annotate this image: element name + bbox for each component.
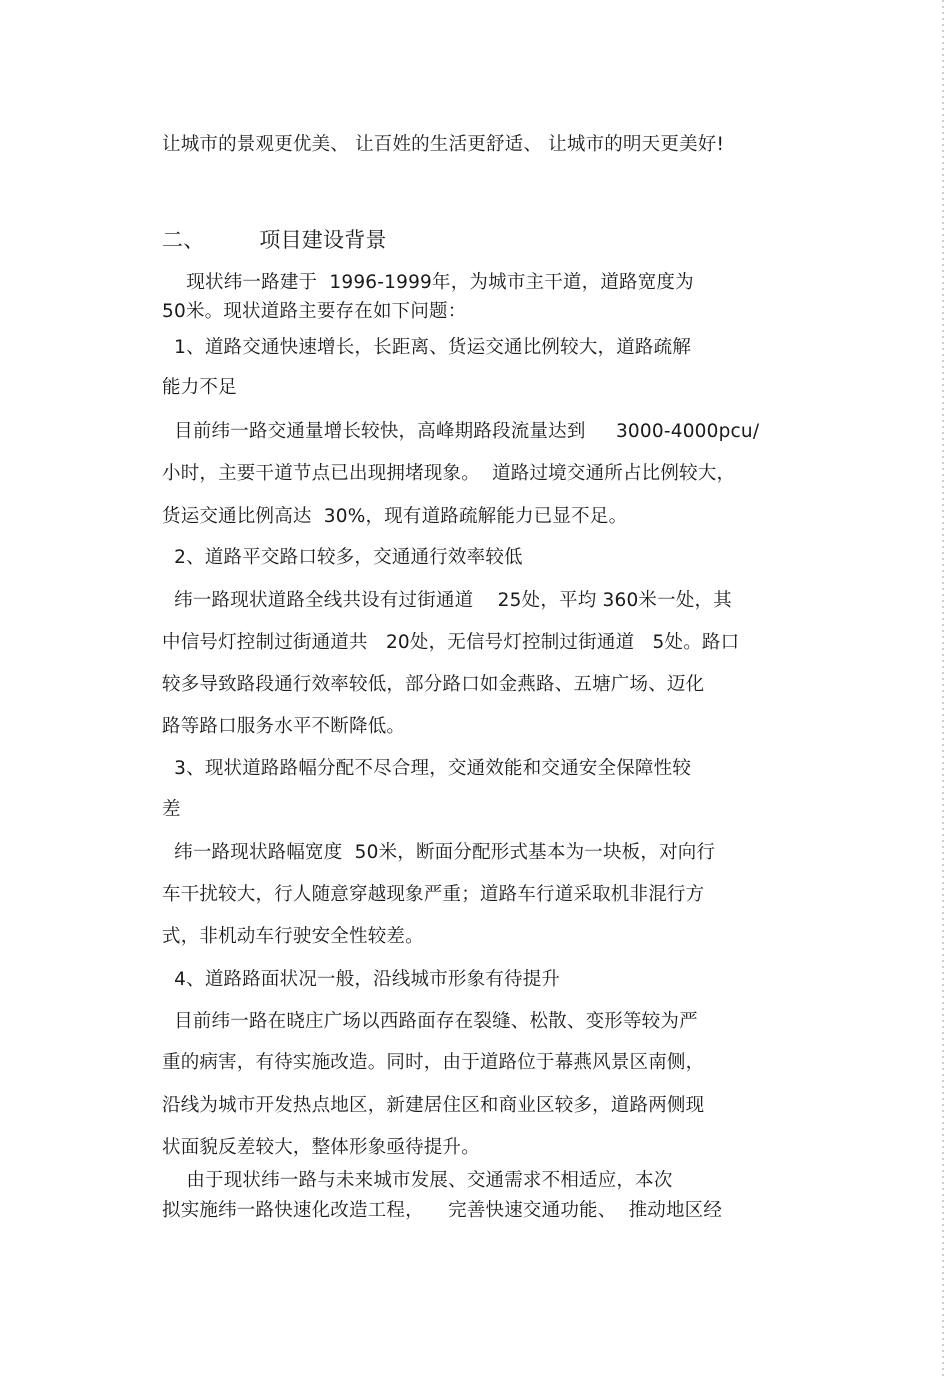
subheading-line: 2、道路平交路口较多，交通通行效率较低 [162, 547, 523, 568]
page-edge-divider [942, 0, 944, 1376]
text-line: 目前纬一路在晓庄广场以西路面存在裂缝、松散、变形等较为严 [162, 1011, 698, 1032]
subheading-line: 3、现状道路路幅分配不尽合理，交通效能和交通安全保障性较 [162, 758, 692, 779]
subheading-line: 4、道路路面状况一般，沿线城市形象有待提升 [162, 969, 561, 990]
text-line: 中信号灯控制过街通道共 20处，无信号灯控制过街通道 5处。路口 [162, 632, 740, 653]
text-line: 式，非机动车行驶安全性较差。 [162, 926, 424, 947]
text-line: 路等路口服务水平不断降低。 [162, 716, 406, 737]
subheading-line: 1、道路交通快速增长，长距离、货运交通比例较大，道路疏解 [162, 337, 692, 358]
text-line: 由于现状纬一路与未来城市发展、交通需求不相适应，本次 [162, 1170, 673, 1191]
subheading-line: 差 [162, 799, 181, 820]
text-line: 较多导致路段通行效率较低，部分路口如金燕路、五塘广场、迈化 [162, 674, 705, 695]
text-line: 货运交通比例高达 30%，现有道路疏解能力已显不足。 [162, 506, 628, 527]
text-line: 重的病害，有待实施改造。同时，由于道路位于幕燕风景区南侧， [162, 1052, 705, 1073]
text-line: 状面貌反差较大，整体形象亟待提升。 [162, 1137, 480, 1158]
subheading-line: 能力不足 [162, 377, 237, 398]
text-line: 车干扰较大，行人随意穿越现象严重；道路车行道采取机非混行方 [162, 884, 705, 905]
text-line: 拟实施纬一路快速化改造工程， 完善快速交通功能、 推动地区经 [162, 1200, 723, 1221]
text-line: 让城市的景观更优美、 让百姓的生活更舒适、 让城市的明天更美好! [162, 134, 725, 155]
text-line: 纬一路现状道路全线共设有过街通道 25处，平均 360米一处，其 [162, 590, 732, 611]
text-line: 目前纬一路交通量增长较快，高峰期路段流量达到 3000-4000pcu/ [162, 421, 760, 442]
text-line: 沿线为城市开发热点地区，新建居住区和商业区较多，道路两侧现 [162, 1095, 705, 1116]
text-line: 纬一路现状路幅宽度 50米，断面分配形式基本为一块板，对向行 [162, 842, 716, 863]
text-line: 小时，主要干道节点已出现拥堵现象。 道路过境交通所占比例较大， [162, 463, 736, 484]
section-heading: 二、 项目建设背景 [162, 228, 387, 252]
text-line: 50米。现状道路主要存在如下问题： [162, 301, 467, 322]
text-line: 现状纬一路建于 1996-1999年，为城市主干道，道路宽度为 [162, 272, 694, 293]
